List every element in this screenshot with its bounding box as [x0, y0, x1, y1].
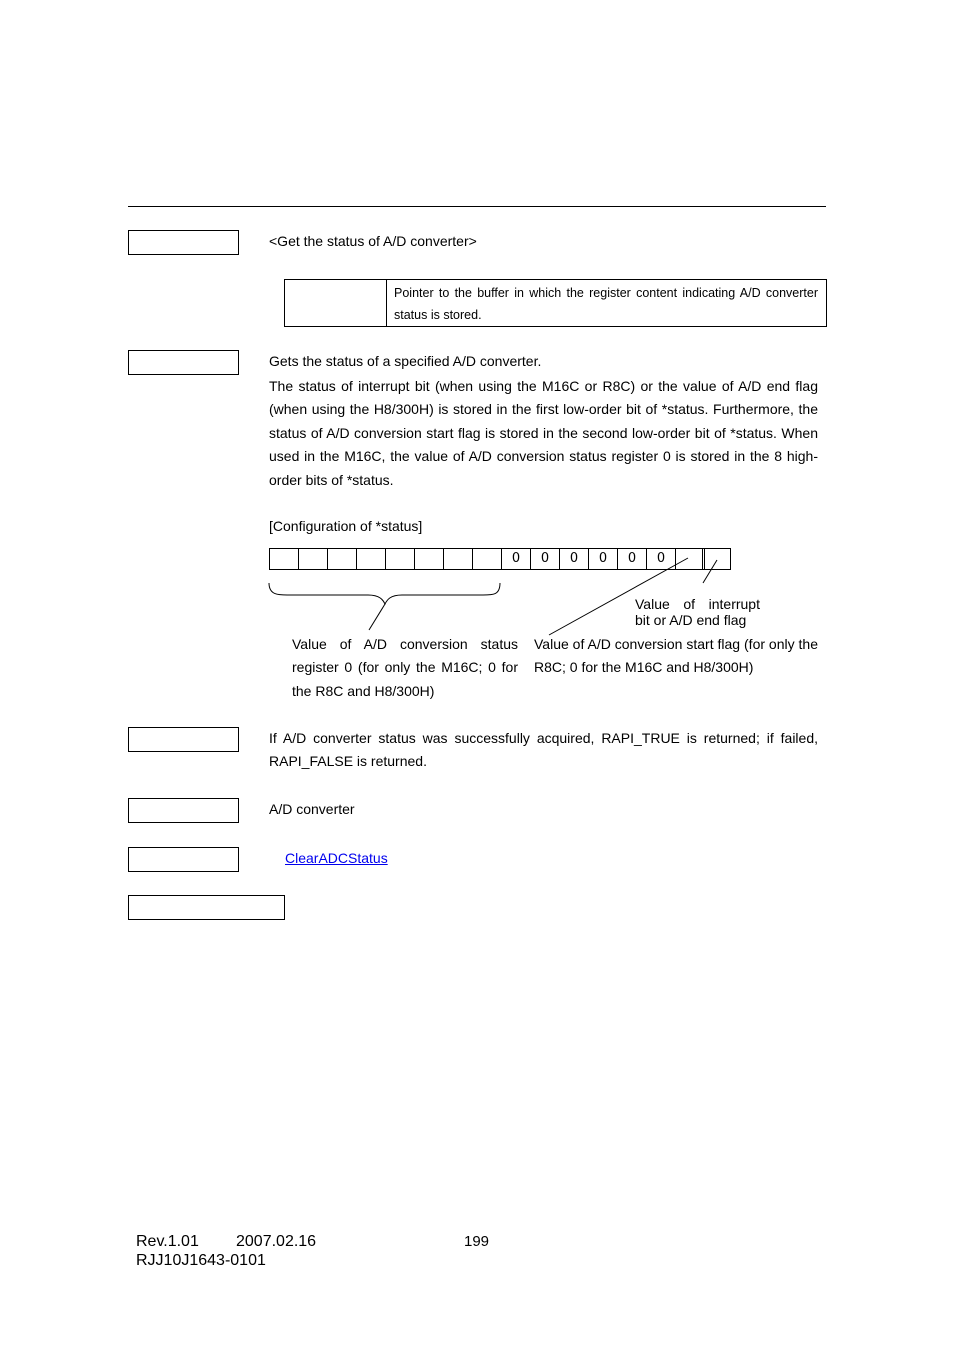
bit-cell: 0 [559, 548, 589, 570]
section-label-box-return-value [128, 727, 239, 752]
return-value-text: If A/D converter status was successfully acquired, RAPI_TRUE is returned; if failed, RAPI_FALSE is returned. [269, 730, 818, 770]
interrupt-flag-leader [703, 560, 717, 583]
section-label-box-functionality [128, 798, 239, 823]
high-bits-leader [369, 604, 385, 630]
parameter-description: Pointer to the buffer in which the register content indicating A/D converter status is stored. [394, 286, 818, 322]
related-link-wrapper [269, 847, 388, 870]
annotation-interrupt [635, 596, 760, 628]
bit-cell: 0 [646, 548, 676, 570]
diagram-title: [Configuration of *status] [269, 518, 423, 534]
related-function-link[interactable]: ClearADCStatus [285, 850, 388, 866]
footer-doc-id: RJJ10J1643-0101 [136, 1252, 266, 1269]
annotation-start-flag: Value of A/D conversion start flag (for only the R8C; 0 for the M16C and H8/300H) [534, 636, 818, 676]
annotation-interrupt-line1: Value of interrupt [635, 596, 760, 612]
footer-page-number: 199 [464, 1233, 490, 1250]
description-paragraph: The status of interrupt bit (when using the M16C or R8C) or the value of A/D end flag (when using the H8/300H) is stored in the first low-order bit of *status. Furthermore, the status of A/D conversion start flag is stored in the second low-order bit of *status. When used in the M16C, the value of A/D conversion status register 0 is stored in the 8 high-order bits of *status. [269, 378, 818, 488]
footer-revision: Rev.1.01 [136, 1233, 199, 1250]
bit-cell: 0 [617, 548, 647, 570]
annotation-status-register: Value of A/D conversion status register 0 (for only the M16C; 0 for the R8C and H8/300H) [292, 636, 518, 699]
annotation-interrupt-line2: bit or A/D end flag [635, 612, 747, 628]
description-line1: Gets the status of a specified A/D converter. [269, 353, 542, 369]
section-label-box-remarks [128, 895, 285, 920]
footer-date: 2007.02.16 [236, 1233, 317, 1250]
functionality-text: A/D converter [269, 801, 355, 817]
bit-cell: 0 [530, 548, 560, 570]
function-summary: <Get the status of A/D converter> [269, 233, 477, 249]
bit-cell: 0 [588, 548, 618, 570]
high-bits-brace [269, 583, 500, 604]
section-label-box-related [128, 847, 239, 872]
bit-cell: 0 [501, 548, 531, 570]
